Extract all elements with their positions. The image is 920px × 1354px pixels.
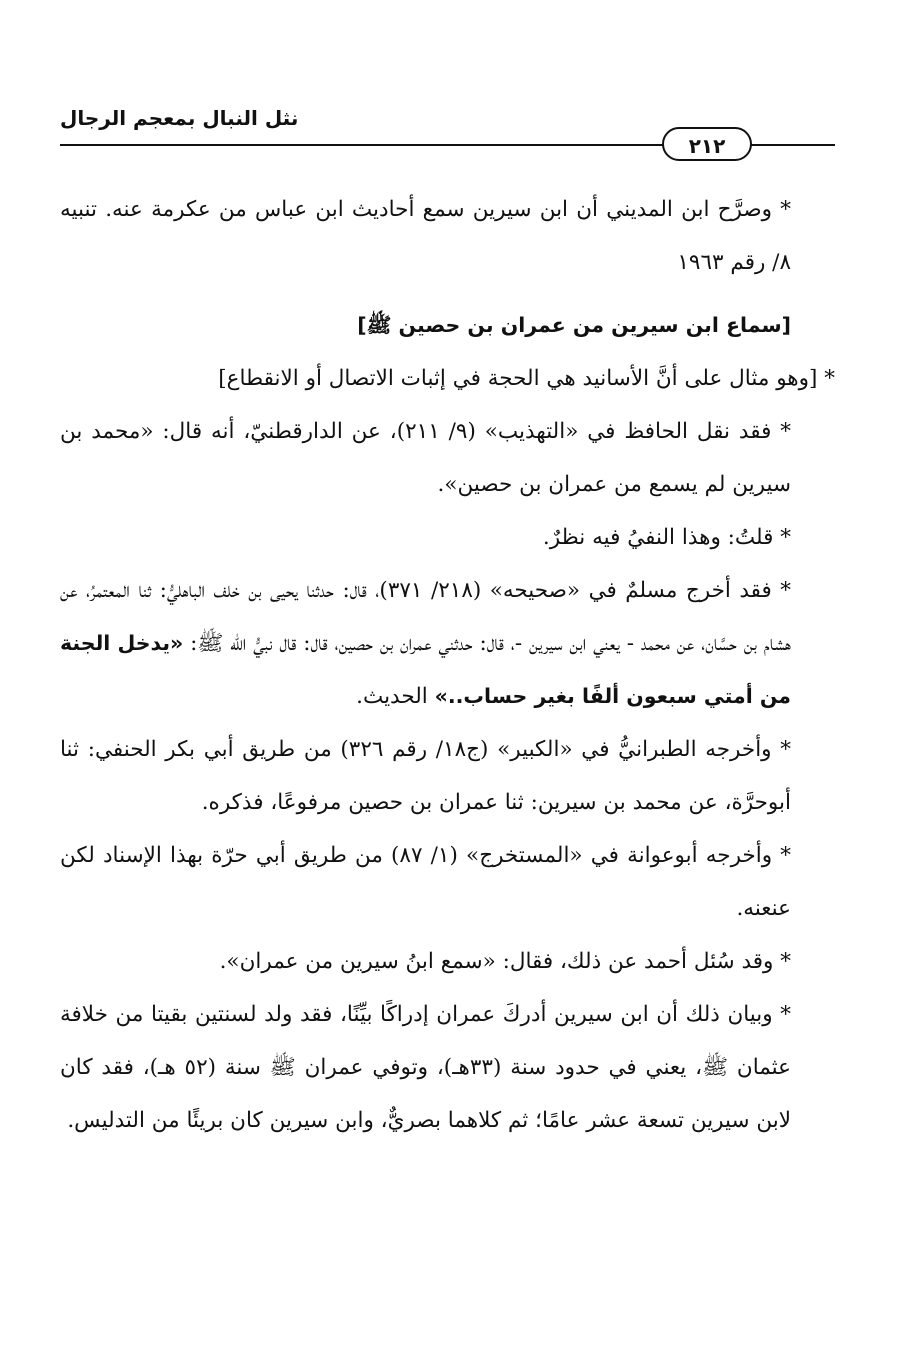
paragraph-4: * قلتُ: وهذا النفيُ فيه نظرٌ. — [542, 525, 791, 550]
paragraph-5-tail: الحديث. — [356, 684, 435, 709]
paragraph-8: * وقد سُئل أحمد عن ذلك، فقال: «سمع ابنُ سيرين من عمران». — [219, 949, 791, 974]
page-number-badge: ٢١٢ — [662, 127, 752, 161]
paragraph-7: * وأخرجه أبوعوانة في «المستخرج» (١/ ٨٧) من طريق أبي حرّة بهذا الإسناد لكن عنعنه. — [60, 843, 791, 921]
section-heading: [سماع ابن سيرين من عمران بن حصين ﷺ] — [357, 313, 791, 337]
paragraph-6: * وأخرجه الطبرانيُّ في «الكبير» (ج١٨/ رقم ٣٢٦) من طريق أبي بكر الحنفي: ثنا أبوحرَّة، عن محمد بن سيرين: ثنا عمران بن حصين مرفوعًا، فذكره. — [60, 737, 791, 815]
paragraph-1: * وصرَّح ابن المديني أن ابن سيرين سمع أحاديث ابن عباس من عكرمة عنه. تنبيه ٨/ رقم ١٩٦٣ — [60, 197, 791, 275]
paragraph-3: * فقد نقل الحافظ في «التهذيب» (٩/ ٢١١)، عن الدارقطنيّ، أنه قال: «محمد بن سيرين لم يسمع من عمران بن حصين». — [60, 419, 791, 497]
paragraph-9: * وبيان ذلك أن ابن سيرين أدركَ عمران إدراكًا بيِّنًا، فقد ولد لسنتين بقيتا من خلافة عثمان ﷺ، يعني في حدود سنة (٣٣هـ)، وتوفي عمران ﷺ سنة (٥٢ هـ)، فقد كان لابن سيرين تسعة عشر عامًا؛ ثم كلاهما بصريٌّ، وابن سيرين كان بريئًا من التدليس. — [60, 1002, 791, 1133]
paragraph-2: * [وهو مثال على أنَّ الأسانيد هي الحجة في إثبات الاتصال أو الانقطاع] — [218, 366, 835, 391]
hadith-quote: «يدخل الجنة من أمتي سبعون ألفًا بغير حساب..» — [60, 631, 791, 708]
running-header-title: نثل النبال بمعجم الرجال — [60, 106, 299, 130]
paragraph-5 — [60, 564, 835, 723]
page-body — [60, 183, 835, 1147]
paragraph-5-text: * فقد أخرج مسلمٌ في «صحيحه» (٢١٨/ ٣٧١)، قال: حدثنا يحيى بن خلف الباهليُّ: ثنا المعتمرُ، عن هشام بن حسَّان، عن محمد - يعني ابن سيرين -، قال: حدثني عمران بن حصين، قال: قال نبيُّ الله ﷺ: — [60, 578, 792, 656]
